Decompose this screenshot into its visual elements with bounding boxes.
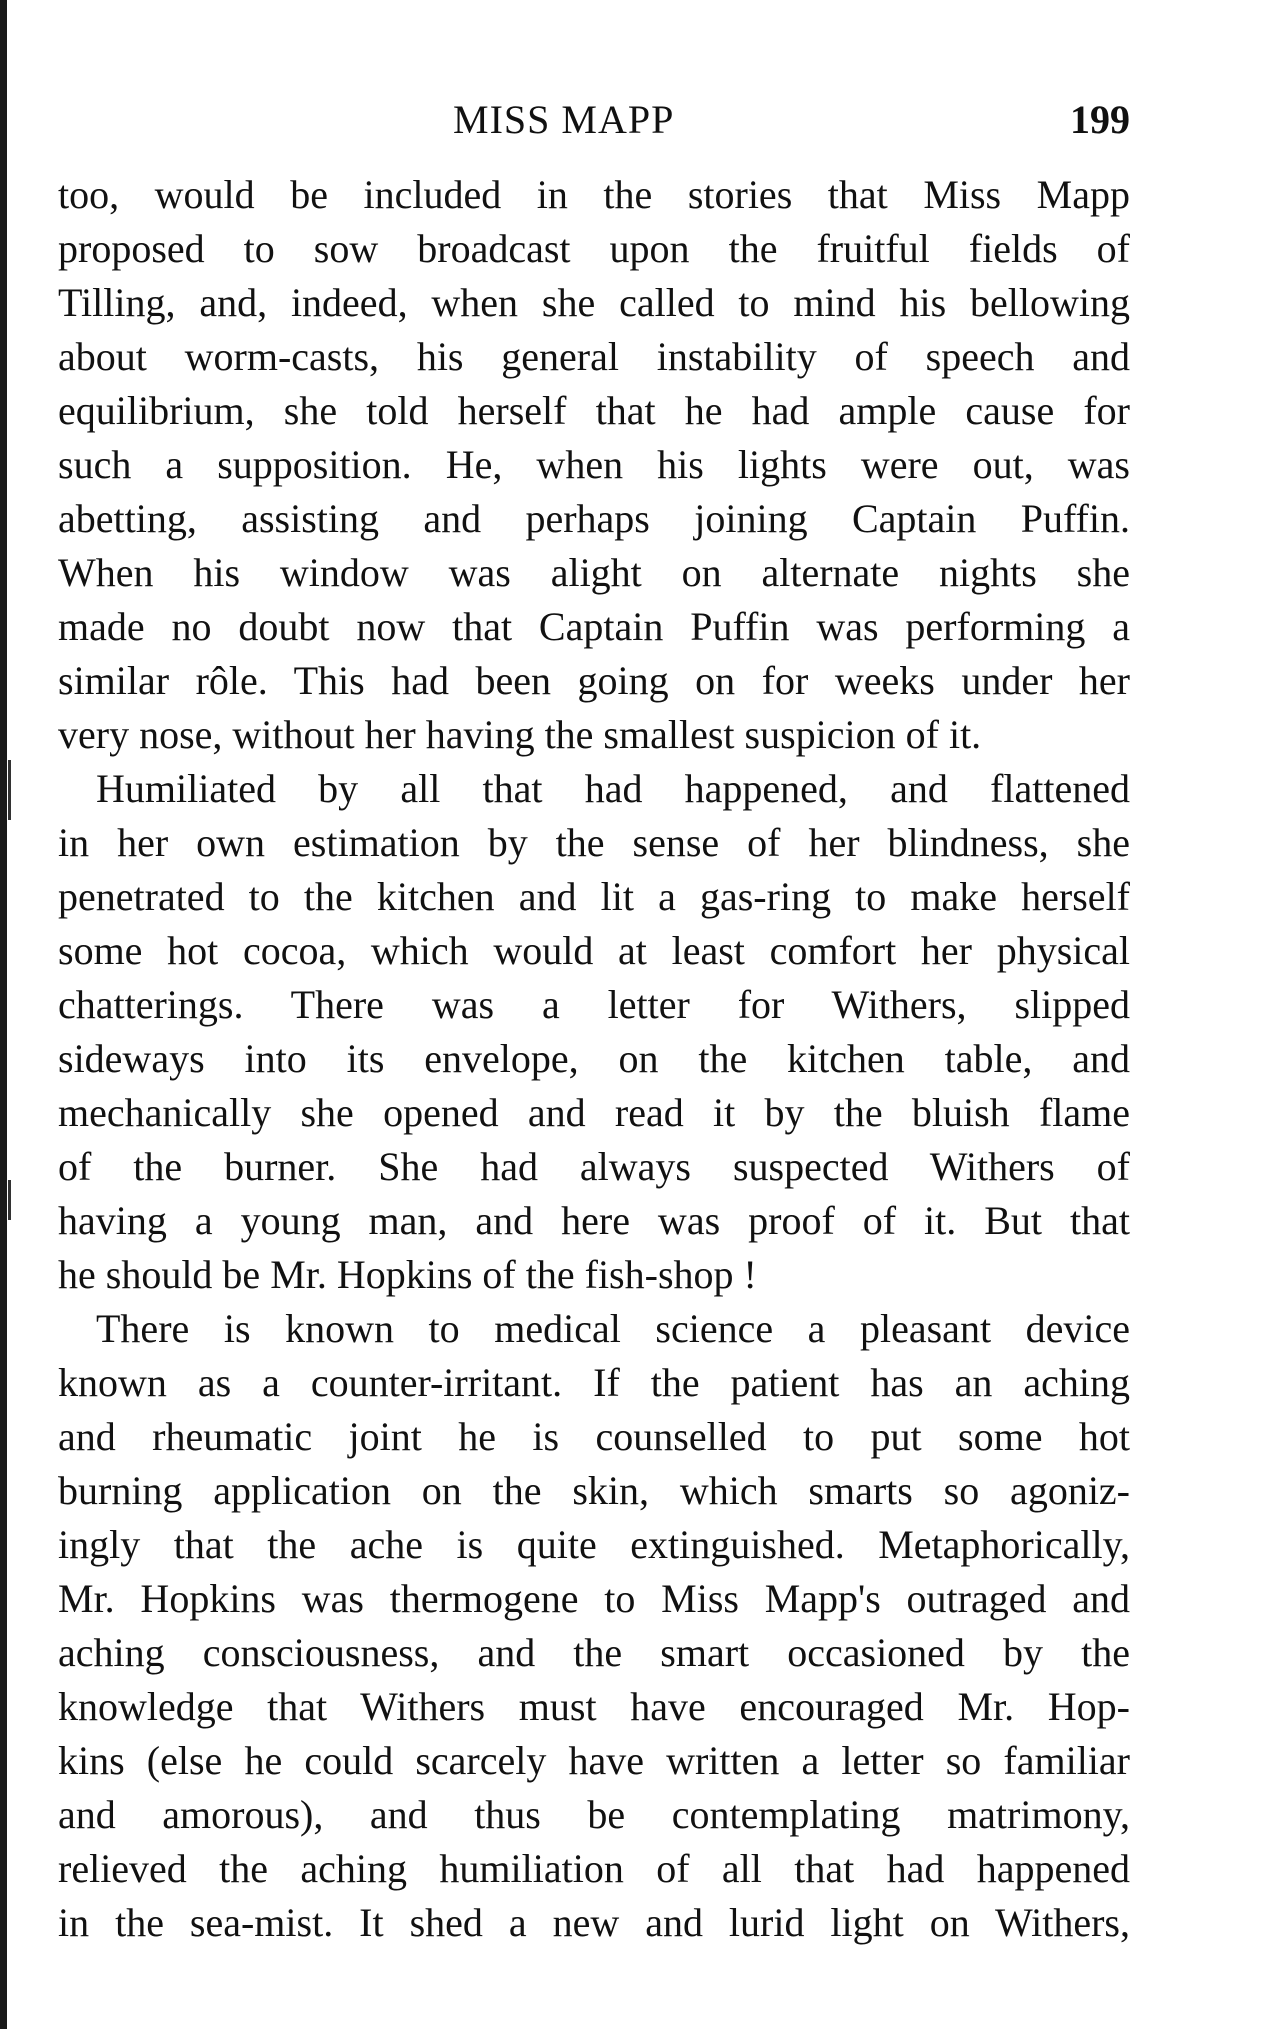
- text-line: in the sea-mist. It shed a new and lurid light on Withers,: [58, 1900, 1130, 1945]
- text-line: Tilling, and, indeed, when she called to mind his bellowing: [58, 280, 1130, 325]
- text-line: known as a counter-irritant. If the patient has an aching: [58, 1360, 1130, 1405]
- running-title: MISS MAPP: [453, 97, 675, 142]
- text-line: mechanically she opened and read it by the bluish flame: [58, 1090, 1130, 1135]
- text-line: relieved the aching humiliation of all that had happened: [58, 1846, 1130, 1891]
- body-text: [58, 168, 1130, 1950]
- page-number: 199: [1070, 97, 1130, 142]
- book-spine-shadow: [0, 0, 7, 2029]
- text-line: There is known to medical science a pleasant device: [96, 1306, 1130, 1351]
- text-line: proposed to sow broadcast upon the fruitful fields of: [58, 226, 1130, 271]
- page-header: [55, 96, 1130, 146]
- text-line: having a young man, and here was proof of it. But that: [58, 1198, 1130, 1243]
- text-line: abetting, assisting and perhaps joining Captain Puffin.: [58, 496, 1130, 541]
- text-line: made no doubt now that Captain Puffin was performing a: [58, 604, 1130, 649]
- text-line: knowledge that Withers must have encouraged Mr. Hop-: [58, 1684, 1130, 1729]
- text-line: kins (else he could scarcely have written a letter so familiar: [58, 1738, 1130, 1783]
- text-line: aching consciousness, and the smart occasioned by the: [58, 1630, 1130, 1675]
- text-line: burning application on the skin, which smarts so agoniz-: [58, 1468, 1130, 1513]
- text-line: Humiliated by all that had happened, and flattened: [96, 766, 1130, 811]
- text-line: in her own estimation by the sense of her blindness, she: [58, 820, 1130, 865]
- text-line: such a supposition. He, when his lights were out, was: [58, 442, 1130, 487]
- text-line: Mr. Hopkins was thermogene to Miss Mapp's outraged and: [58, 1576, 1130, 1621]
- text-line: he should be Mr. Hopkins of the fish-shop !: [58, 1252, 757, 1297]
- text-line: similar rôle. This had been going on for weeks under her: [58, 658, 1130, 703]
- text-line: too, would be included in the stories that Miss Mapp: [58, 172, 1130, 217]
- text-line: very nose, without her having the smallest suspicion of it.: [58, 712, 982, 757]
- text-line: some hot cocoa, which would at least comfort her physical: [58, 928, 1130, 973]
- text-line: sideways into its envelope, on the kitchen table, and: [58, 1036, 1130, 1081]
- text-line: ingly that the ache is quite extinguished. Metaphorically,: [58, 1522, 1130, 1567]
- text-line: about worm-casts, his general instability of speech and: [58, 334, 1130, 379]
- text-line: equilibrium, she told herself that he had ample cause for: [58, 388, 1130, 433]
- text-line: and rheumatic joint he is counselled to put some hot: [58, 1414, 1130, 1459]
- text-line: penetrated to the kitchen and lit a gas-ring to make herself: [58, 874, 1130, 919]
- text-line: chatterings. There was a letter for Withers, slipped: [58, 982, 1130, 1027]
- text-line: and amorous), and thus be contemplating matrimony,: [58, 1792, 1130, 1837]
- text-line: of the burner. She had always suspected Withers of: [58, 1144, 1130, 1189]
- page-edge-mark: [8, 760, 11, 820]
- text-line: When his window was alight on alternate nights she: [58, 550, 1130, 595]
- page-edge-mark: [8, 1180, 11, 1220]
